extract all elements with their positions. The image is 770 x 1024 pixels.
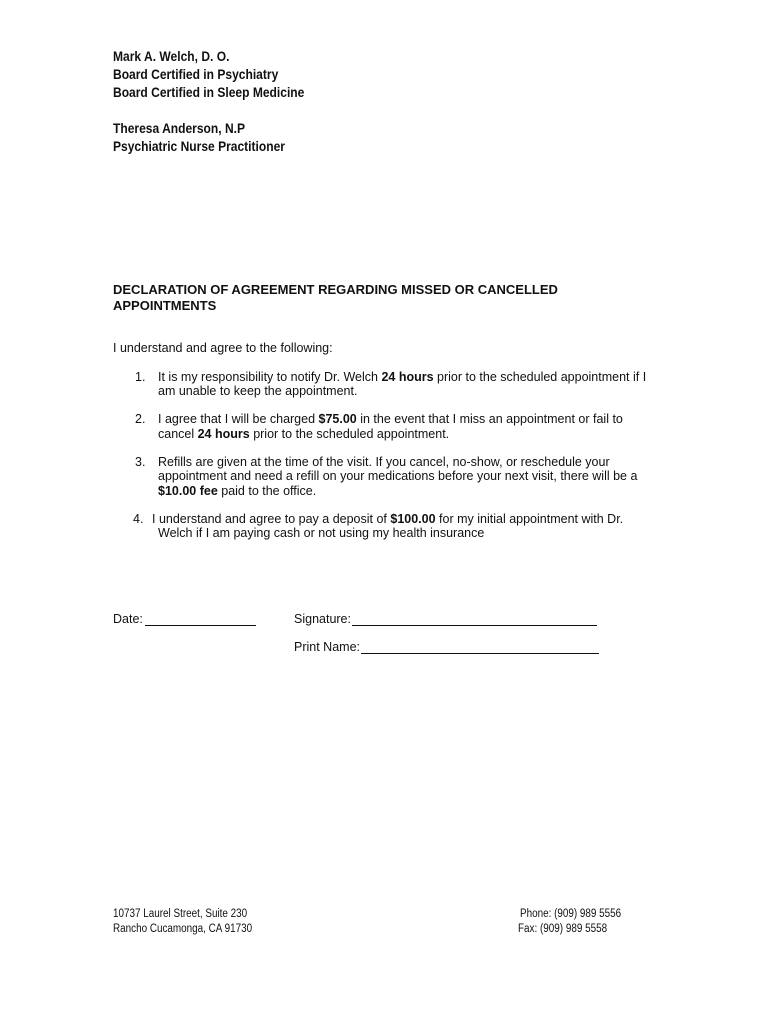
item-1-line2: am unable to keep the appointment. [158, 384, 358, 398]
item-3-line3: $10.00 fee paid to the office. [158, 484, 317, 498]
item-4-number: 4. [133, 512, 144, 526]
print-name-label: Print Name: [294, 640, 360, 654]
item-4-line1: I understand and agree to pay a deposit of $100.00 for my initial appointment with Dr. [152, 512, 624, 526]
item-1-number: 1. [135, 370, 146, 384]
item-3-number: 3. [135, 455, 146, 469]
footer-address-line2: Rancho Cucamonga, CA 91730 [113, 923, 253, 935]
item-2-line2: cancel 24 hours prior to the scheduled appointment. [158, 427, 450, 441]
document-title-line1: DECLARATION OF AGREEMENT REGARDING MISSED OR CANCELLED [113, 282, 558, 297]
item-4-line2: Welch if I am paying cash or not using my health insurance [158, 526, 485, 540]
np-title: Psychiatric Nurse Practitioner [113, 138, 285, 154]
footer-address-line1: 10737 Laurel Street, Suite 230 [113, 908, 248, 920]
item-1-line1: It is my responsibility to notify Dr. Welch 24 hours prior to the scheduled appointment if I [158, 370, 647, 384]
doctor-cert-psychiatry: Board Certified in Psychiatry [113, 66, 279, 82]
date-label: Date: [113, 612, 143, 626]
signature-label: Signature: [294, 612, 351, 626]
intro-text: I understand and agree to the following: [113, 341, 333, 355]
print-name-input-line[interactable] [361, 653, 599, 654]
item-2-number: 2. [135, 412, 146, 426]
footer-fax: Fax: (909) 989 5558 [518, 923, 608, 935]
np-name: Theresa Anderson, N.P [113, 120, 246, 136]
item-3-line1: Refills are given at the time of the visit. If you cancel, no-show, or reschedule your [158, 455, 610, 469]
footer-phone: Phone: (909) 989 5556 [520, 908, 622, 920]
item-3-line2: appointment and need a refill on your medications before your next visit, there will be a [158, 469, 638, 483]
doctor-cert-sleep: Board Certified in Sleep Medicine [113, 84, 305, 100]
date-input-line[interactable] [145, 625, 256, 626]
signature-input-line[interactable] [352, 625, 597, 626]
doctor-name: Mark A. Welch, D. O. [113, 48, 230, 64]
item-2-line1: I agree that I will be charged $75.00 in the event that I miss an appointment or fail to [158, 412, 623, 426]
document-title-line2: APPOINTMENTS [113, 298, 217, 313]
